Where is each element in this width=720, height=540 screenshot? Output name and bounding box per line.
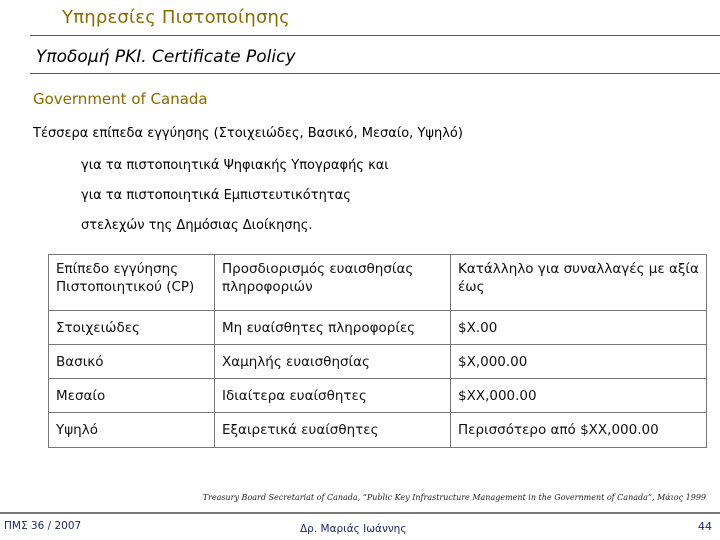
header-cell-sensitivity: Προσδιορισμός ευαισθησίας πληροφοριών [215, 255, 451, 311]
header-divider [30, 35, 720, 36]
header-cell-value: Κατάλληλο για συναλλαγές με αξία έως [451, 255, 707, 311]
cell-level: Υψηλό [49, 413, 215, 448]
cell-value: Περισσότερο από $XX,000.00 [451, 413, 707, 448]
cell-sensitivity: Ιδιαίτερα ευαίσθητες [215, 379, 451, 413]
cell-level: Στοιχειώδες [49, 311, 215, 345]
cell-sensitivity: Χαμηλής ευαισθησίας [215, 345, 451, 379]
paragraph-line-3: για τα πιστοποιητικά Εμπιστευτικότητας [81, 188, 351, 203]
cell-value: $X,000.00 [451, 345, 707, 379]
table-row [49, 379, 707, 413]
paragraph-line-1: Τέσσερα επίπεδα εγγύησης (Στοιχειώδες, Βασικό, Μεσαίο, Υψηλό) [33, 126, 463, 141]
paragraph-line-2: για τα πιστοποιητικά Ψηφιακής Υπογραφής και [81, 158, 389, 173]
table-row [49, 413, 707, 448]
section-title: Government of Canada [33, 90, 208, 108]
cell-value: $XX,000.00 [451, 379, 707, 413]
source-citation: Treasury Board Secretariat of Canada, “Public Key Infrastructure Management in the Government of Canada”, Μάιος 1999 [202, 493, 706, 502]
page-number: 44 [698, 520, 712, 533]
cell-level: Βασικό [49, 345, 215, 379]
cell-sensitivity: Μη ευαίσθητες πληροφορίες [215, 311, 451, 345]
slide-subtitle: Υποδομή PKI. Certificate Policy [36, 47, 296, 67]
table-row [49, 311, 707, 345]
table-header-row [49, 255, 707, 311]
header-title: Υπηρεσίες Πιστοποίησης [62, 7, 290, 28]
cell-value: $X.00 [451, 311, 707, 345]
paragraph-line-4: στελεχών της Δημόσιας Διοίκησης. [81, 218, 313, 233]
header-cell-level: Επίπεδο εγγύησης Πιστοποιητικού (CP) [49, 255, 215, 311]
footer-course: ΠΜΣ 36 / 2007 [4, 520, 82, 532]
table-row [49, 345, 707, 379]
footer-author: Δρ. Μαριάς Ιωάννης [300, 523, 407, 535]
subtitle-divider [30, 73, 720, 74]
cell-sensitivity: Εξαιρετικά ευαίσθητες [215, 413, 451, 448]
footer-divider [0, 512, 720, 514]
assurance-levels-table [48, 254, 707, 448]
cell-level: Μεσαίο [49, 379, 215, 413]
